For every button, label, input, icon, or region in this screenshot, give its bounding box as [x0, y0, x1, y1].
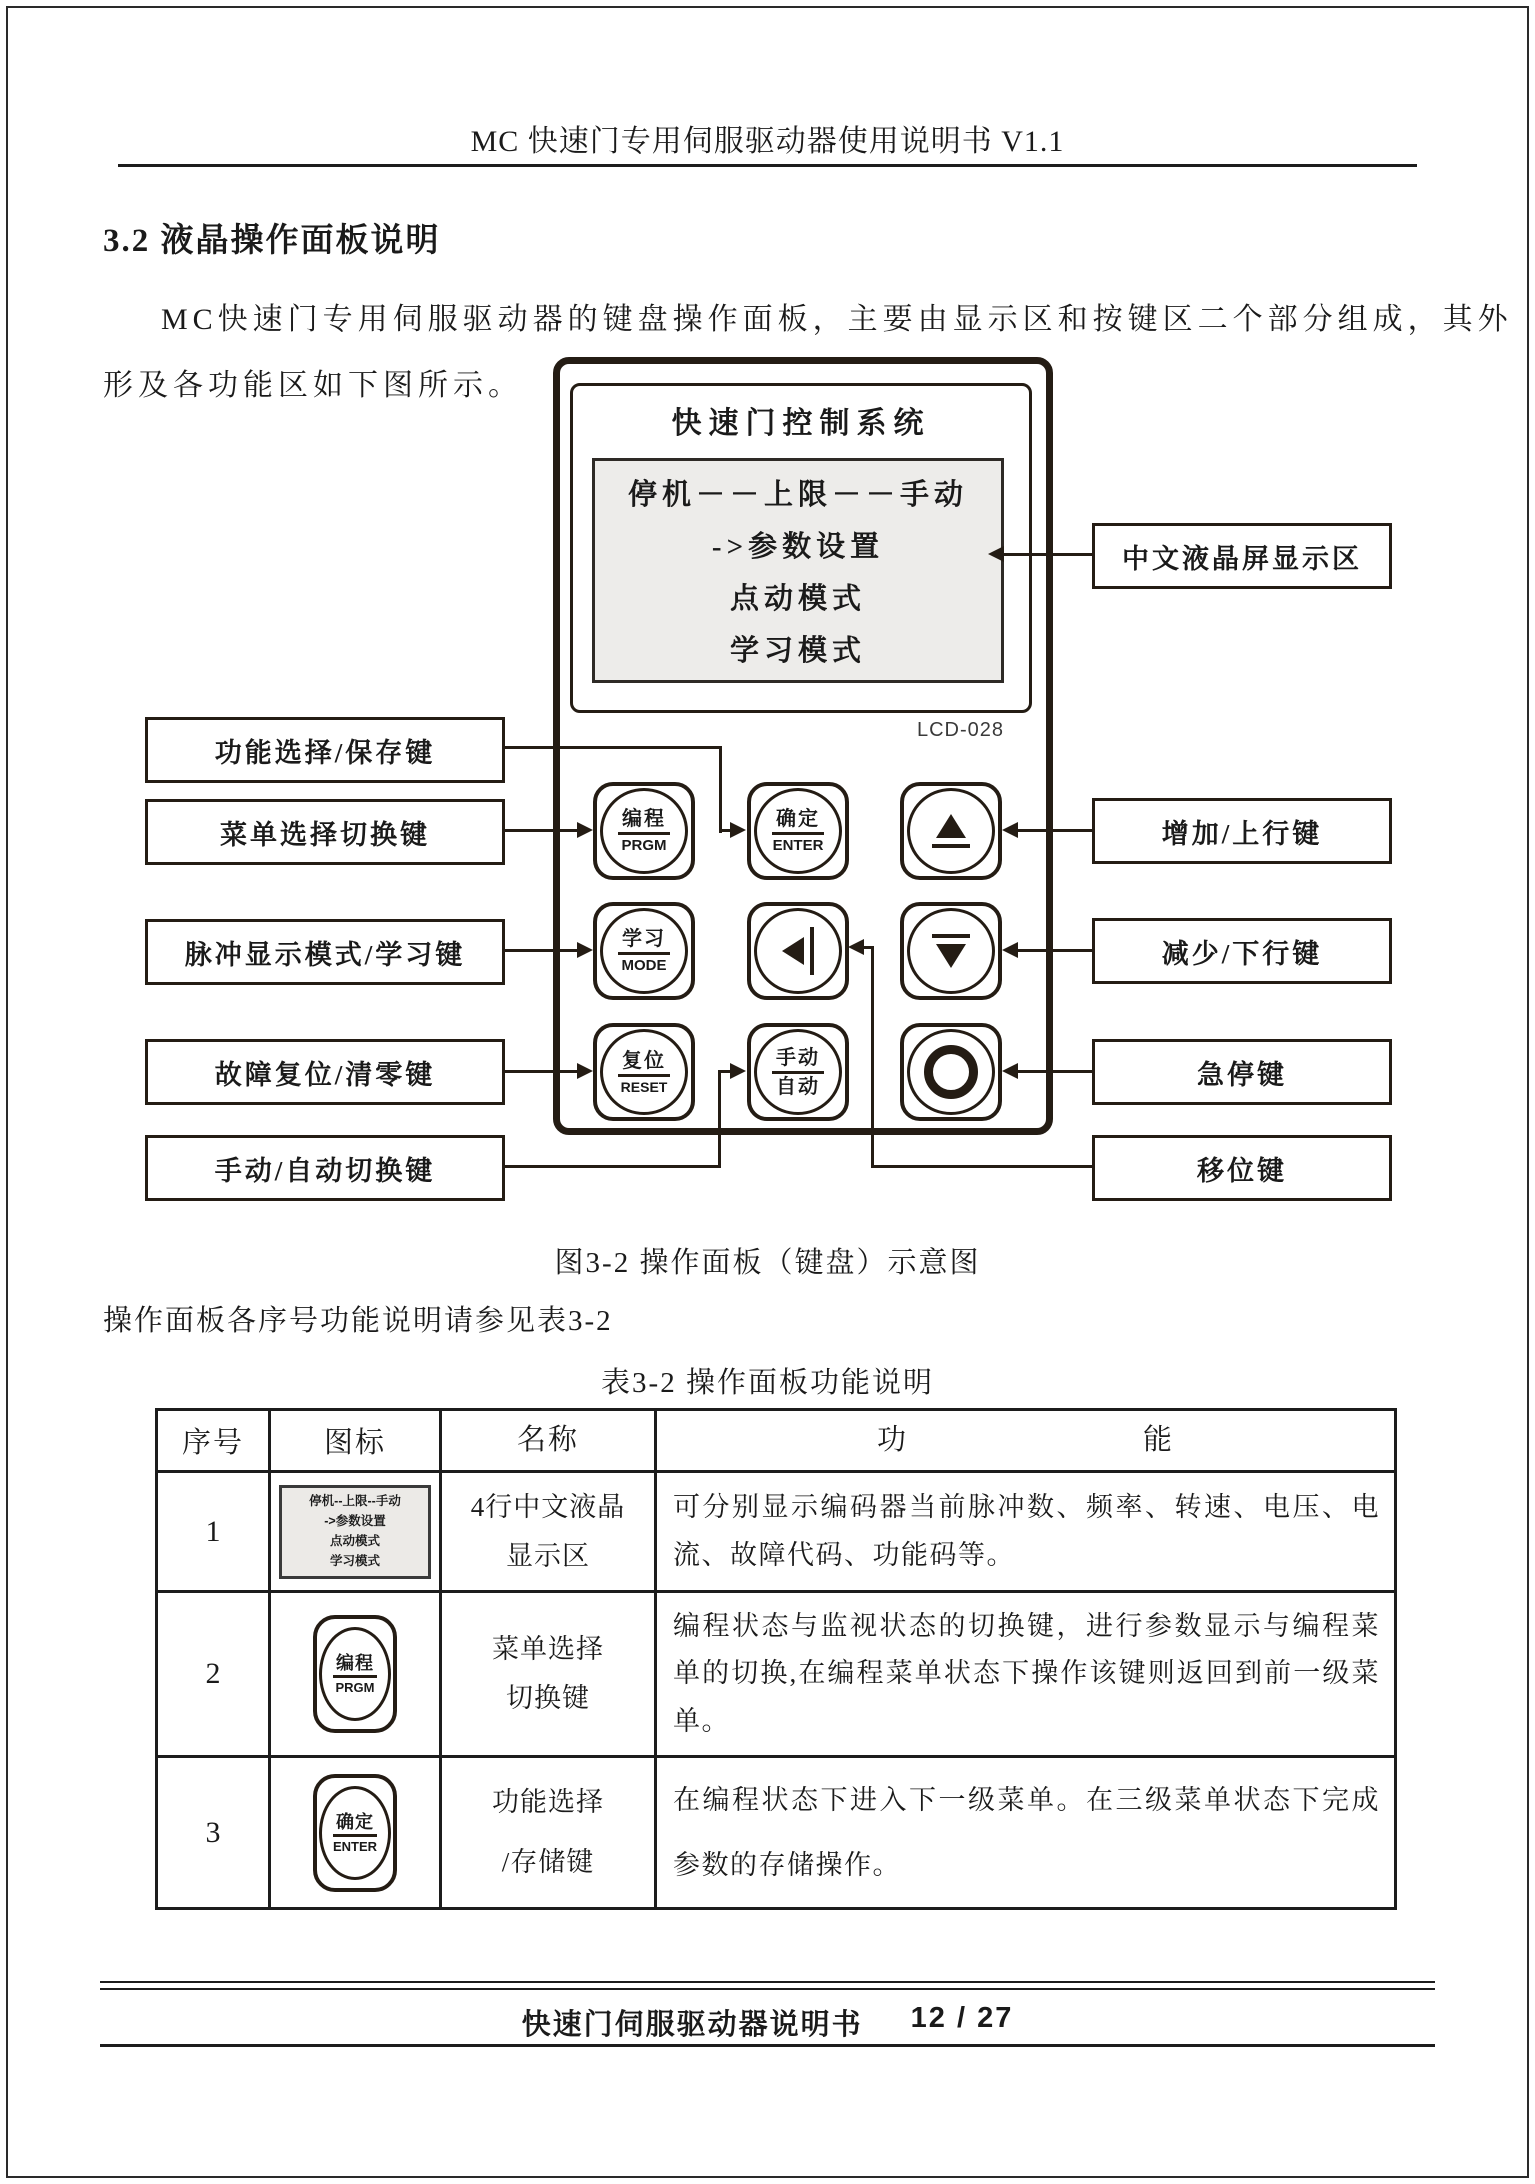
- lcd-model-code: LCD-028: [916, 719, 1004, 741]
- shift-left-icon: [754, 908, 842, 994]
- label-shift: 移位键: [1092, 1135, 1392, 1201]
- reset-key-label-zh: 复位: [622, 1049, 666, 1072]
- prgm-key-label-en: PRGM: [621, 837, 667, 854]
- connector-line: [718, 1071, 721, 1168]
- reset-key-icon: [600, 1029, 688, 1115]
- arrowhead-left-icon: [1002, 822, 1018, 838]
- arrowhead-left-icon: [988, 546, 1004, 562]
- reset-key-label-en: RESET: [620, 1078, 668, 1095]
- lcd-line-status: 停机－－上限－－手动: [627, 479, 968, 511]
- prgm-key-icon: 编程 PRGM: [313, 1615, 397, 1733]
- connector-line: [1016, 829, 1092, 832]
- label-emergency-stop: 急停键: [1092, 1039, 1392, 1105]
- label-pulse-display-learn: 脉冲显示模式/学习键: [145, 919, 505, 985]
- enter-key-label-en: ENTER: [772, 837, 824, 854]
- shift-key: [747, 902, 849, 1000]
- label-lcd-display-area: 中文液晶屏显示区: [1092, 523, 1392, 589]
- arrowhead-right-icon: [730, 1063, 746, 1079]
- connector-line: [505, 949, 581, 952]
- row3-function: 在编程状态下进入下一级菜单。在三级菜单状态下完成参数的存储操作。: [656, 1756, 1396, 1909]
- mini-lcd-icon: 停机--上限--手动 ->参数设置 点动模式 学习模式: [279, 1485, 431, 1579]
- mode-key: [593, 902, 695, 1000]
- arrowhead-right-icon: [577, 822, 593, 838]
- table-title: 表3-2 操作面板功能说明: [601, 1367, 934, 1399]
- header-title: MC 快速门专用伺服驱动器使用说明书 V1.1: [470, 125, 1065, 158]
- row3-icon-cell: [270, 1756, 441, 1909]
- figure-caption: 图3-2 操作面板（键盘）示意图: [554, 1247, 981, 1279]
- mode-key-label-zh: 学习: [622, 928, 666, 950]
- footer: [0, 2002, 1535, 2043]
- footer-rule-top-2: [100, 1988, 1435, 1990]
- enter-key-label-zh: 确定: [776, 808, 820, 830]
- up-key: [900, 782, 1002, 880]
- lcd-line-learn-mode: 学习模式: [729, 635, 866, 667]
- connector-line: [719, 746, 722, 833]
- row1-function: 可分别显示编码器当前脉冲数、频率、转速、电压、电流、故障代码、功能码等。: [656, 1472, 1396, 1592]
- estop-ring-icon: [907, 1029, 995, 1115]
- connector-line: [1016, 949, 1092, 952]
- row1-icon-cell: [270, 1472, 441, 1592]
- row2-icon-cell: [270, 1592, 441, 1757]
- enter-key: [747, 782, 849, 880]
- label-manual-auto-switch: 手动/自动切换键: [145, 1135, 505, 1201]
- arrowhead-left-icon: [848, 939, 864, 955]
- header-function: [656, 1410, 1396, 1472]
- up-eject-icon: [907, 788, 995, 874]
- lcd-line-param-setting: ->参数设置: [711, 531, 885, 563]
- manual-key-label-top: 手动: [776, 1046, 820, 1069]
- lcd-system-title: 快速门控制系统: [671, 407, 931, 440]
- connector-line: [505, 1070, 581, 1073]
- manual-auto-key: [747, 1023, 849, 1121]
- label-menu-select-switch: 菜单选择切换键: [145, 799, 505, 865]
- arrowhead-right-icon: [577, 1063, 593, 1079]
- label-function-select-save: 功能选择/保存键: [145, 717, 505, 783]
- connector-line: [874, 1165, 1092, 1168]
- row2-function: 编程状态与监视状态的切换键，进行参数显示与编程菜单的切换,在编程菜单状态下操作该键则返回到前一级菜单。: [656, 1592, 1396, 1757]
- arrowhead-right-icon: [577, 942, 593, 958]
- intro-paragraph-line1: MC快速门专用伺服驱动器的键盘操作面板，主要由显示区和按键区二个部分组成，其外: [161, 303, 1513, 336]
- table-header-row: [157, 1410, 1396, 1472]
- function-table: [155, 1408, 1397, 1910]
- key-divider: [618, 952, 670, 955]
- key-divider: [618, 1074, 670, 1077]
- prgm-key-label-zh: 编程: [622, 808, 666, 830]
- enter-key-icon: 确定 ENTER: [313, 1774, 397, 1892]
- lcd-line-jog-mode: 点动模式: [729, 583, 866, 615]
- connector-line: [505, 829, 581, 832]
- footer-doc-title: 快速门伺服驱动器说明书: [521, 2009, 863, 2041]
- label-decrease-down: 减少/下行键: [1092, 918, 1392, 984]
- header-rule: [118, 164, 1417, 167]
- row3-seq: 3: [157, 1756, 270, 1909]
- table-row: [157, 1472, 1396, 1592]
- connector-line: [1016, 1070, 1092, 1073]
- row2-name: 菜单选择 切换键: [441, 1592, 656, 1757]
- footer-page-number: 12 / 27: [910, 2002, 1014, 2034]
- header-function-char2: 能: [1143, 1424, 1175, 1457]
- key-divider: [772, 1071, 824, 1074]
- intro-paragraph-line2: 形及各功能区如下图所示。: [103, 369, 523, 402]
- prgm-key: [593, 782, 695, 880]
- mode-key-label-en: MODE: [621, 957, 667, 974]
- connector-line: [505, 746, 722, 749]
- header-seq: 序号: [157, 1410, 270, 1472]
- table-intro-text: 操作面板各序号功能说明请参见表3-2: [103, 1305, 613, 1337]
- row3-name: 功能选择 /存储键: [441, 1756, 656, 1909]
- arrowhead-left-icon: [1002, 1063, 1018, 1079]
- arrowhead-right-icon: [730, 822, 746, 838]
- row2-seq: 2: [157, 1592, 270, 1757]
- estop-key: [900, 1023, 1002, 1121]
- footer-rule-bottom: [100, 2044, 1435, 2047]
- header-icon: 图标: [270, 1410, 441, 1472]
- row1-seq: 1: [157, 1472, 270, 1592]
- key-divider: [772, 832, 824, 835]
- key-divider: [618, 832, 670, 835]
- table-row: [157, 1592, 1396, 1757]
- enter-key-icon: [754, 788, 842, 874]
- connector-line: [505, 1165, 721, 1168]
- reset-key: [593, 1023, 695, 1121]
- table-row: [157, 1756, 1396, 1909]
- manual-key-label-bottom: 自动: [776, 1075, 820, 1098]
- prgm-key-icon: [600, 788, 688, 874]
- arrowhead-left-icon: [1002, 942, 1018, 958]
- mode-key-icon: [600, 908, 688, 994]
- lcd-display: [592, 458, 1004, 683]
- section-title: 3.2 液晶操作面板说明: [103, 223, 441, 259]
- label-increase-up: 增加/上行键: [1092, 798, 1392, 864]
- connector-line: [1004, 553, 1092, 556]
- manual-auto-key-icon: [754, 1029, 842, 1115]
- down-key: [900, 902, 1002, 1000]
- row1-name: 4行中文液晶 显示区: [441, 1472, 656, 1592]
- footer-rule-top-1: [100, 1981, 1435, 1983]
- down-arrow-icon: [907, 908, 995, 994]
- label-fault-reset-clear: 故障复位/清零键: [145, 1039, 505, 1105]
- connector-line: [871, 947, 874, 1168]
- header-name: 名称: [441, 1410, 656, 1472]
- header-function-char1: 功: [876, 1424, 908, 1457]
